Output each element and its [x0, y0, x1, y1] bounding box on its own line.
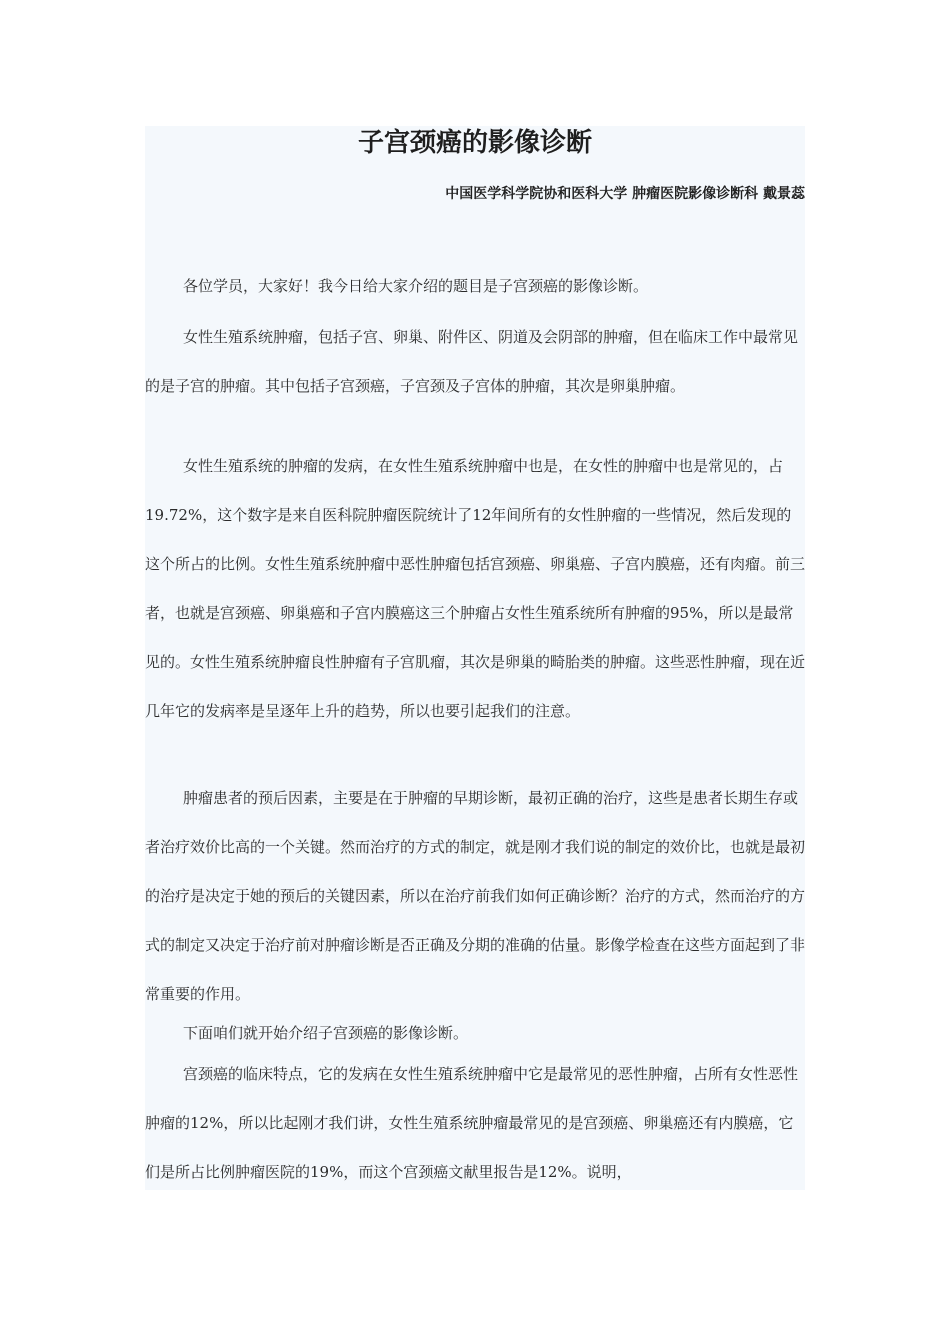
document-title: 子宫颈癌的影像诊断: [357, 128, 592, 158]
paragraph-4: 肿瘤患者的预后因素，主要是在于肿瘤的早期诊断，最初正确的治疗，这些是患者长期生存或者治疗效价比高的一个关键。然而治疗的方式的制定，就是刚才我们说的制定的效价比，也就是最初的治疗是决定于她的预后的关键因素，所以在治疗前我们如何正确诊断？治疗的方式，然而治疗的方式的制定又决定于治疗前对肿瘤诊断是否正确及分期的准确的估量。影像学检查在这些方面起到了非常重要的作用。: [145, 789, 805, 1003]
paragraph-3: 女性生殖系统的肿瘤的发病，在女性生殖系统肿瘤中也是，在女性的肿瘤中也是常见的，占19.72%，这个数字是来自医科院肿瘤医院统计了12年间所有的女性肿瘤的一些情况，然后发现的这个所占的比例。女性生殖系统肿瘤中恶性肿瘤包括宫颈癌、卵巢癌、子宫内膜癌，还有肉瘤。前三者，也就是宫颈癌、卵巢癌和子宫内膜癌这三个肿瘤占女性生殖系统所有肿瘤的95%，所以是最常见的。女性生殖系统肿瘤良性肿瘤有子宫肌瘤，其次是卵巢的畸胎类的肿瘤。这些恶性肿瘤，现在近几年它的发病率是呈逐年上升的趋势，所以也要引起我们的注意。: [145, 457, 805, 720]
paragraph-1: 各位学员，大家好！我今日给大家介绍的题目是子宫颈癌的影像诊断。: [183, 277, 649, 295]
paragraph-2: 女性生殖系统肿瘤，包括子宫、卵巢、附件区、阴道及会阴部的肿瘤，但在临床工作中最常见的是子宫的肿瘤。其中包括子宫颈癌，子宫颈及子宫体的肿瘤，其次是卵巢肿瘤。: [145, 328, 799, 395]
document-body: [145, 126, 805, 1190]
paragraph-6: 宫颈癌的临床特点，它的发病在女性生殖系统肿瘤中它是最常见的恶性肿瘤，占所有女性恶性肿瘤的12%，所以比起刚才我们讲，女性生殖系统肿瘤最常见的是宫颈癌、卵巢癌还有内膜癌，它们是所占比例肿瘤医院的19%，而这个宫颈癌文献里报告是12%。说明，: [145, 1065, 799, 1181]
paragraph-5: 下面咱们就开始介绍子宫颈癌的影像诊断。: [183, 1024, 469, 1042]
document-author: 中国医学科学院协和医科大学 肿瘤医院影像诊断科 戴景蕊: [445, 186, 805, 202]
